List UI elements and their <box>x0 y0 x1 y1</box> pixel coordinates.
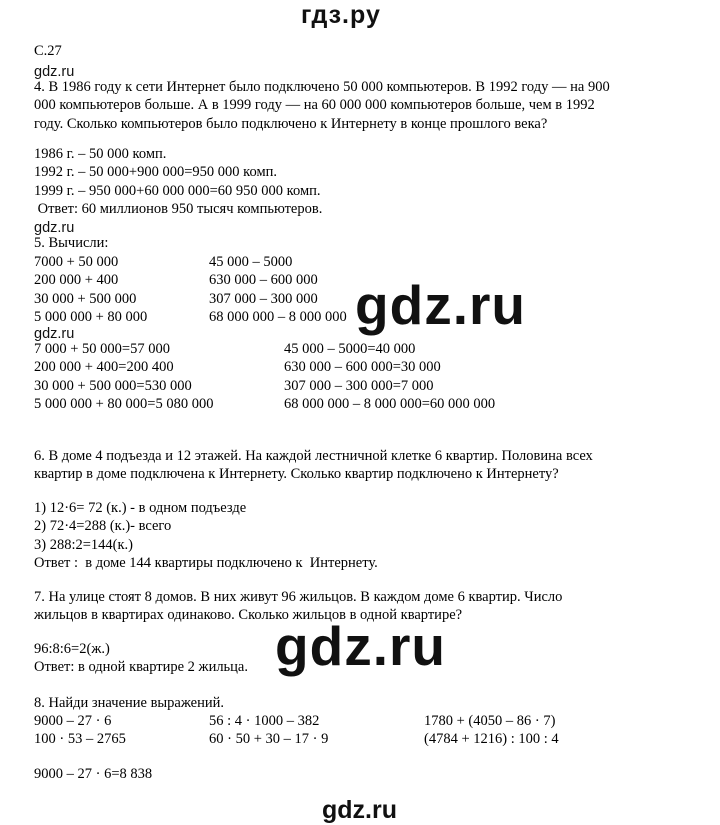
expression: 5 000 000 + 80 000 <box>34 309 148 326</box>
site-footer-logo[interactable]: gdz.ru <box>322 796 397 824</box>
expression: 1780 + (4050 – 86 · 7) <box>424 713 556 729</box>
expression: 45 000 – 5000 <box>209 254 293 270</box>
task8-col2 <box>209 712 328 749</box>
watermark-large: gdz.ru <box>355 274 526 336</box>
task5-title: 5. Вычисли: <box>34 235 109 251</box>
expression: (4784 + 1216) : 100 : 4 <box>424 731 559 748</box>
text-line: квартир в доме подключена к Интернету. Сколько квартир подключено к Интернету? <box>34 466 559 483</box>
text-line: году. Сколько компьютеров было подключено к Интернету в конце прошлого века? <box>34 115 548 132</box>
expression: 200 000 + 400=200 400 <box>34 359 174 376</box>
text-line: Ответ : в доме 144 квартиры подключено к Интернету. <box>34 555 378 572</box>
page-number: С.27 <box>34 43 62 59</box>
text-line: 2) 72·4=288 (к.)- всего <box>34 518 172 535</box>
text-line: Ответ: в одной квартире 2 жильца. <box>34 659 248 676</box>
text-line: 1) 12·6= 72 (к.) - в одном подъезде <box>34 500 247 516</box>
task5-answers-right <box>284 340 495 414</box>
expression: 68 000 000 – 8 000 000 <box>209 309 347 326</box>
task8-col1 <box>34 712 126 749</box>
text-line: жильцов в квартирах одинаково. Сколько жильцов в одной квартире? <box>34 607 463 624</box>
task6-question <box>34 447 593 484</box>
task5-answers-left <box>34 340 213 414</box>
text-line: 4. В 1986 году к сети Интернет было подключено 50 000 компьютеров. В 1992 году — на 900 <box>34 79 610 95</box>
watermark-large: gdz.ru <box>275 615 446 677</box>
text-line: 000 компьютеров больше. А в 1999 году — на 60 000 000 компьютеров больше, чем в 1992 <box>34 97 595 114</box>
task7-solution <box>34 640 248 677</box>
expression: 630 000 – 600 000 <box>209 272 318 289</box>
task5-exercises-right <box>209 253 347 327</box>
text-line: 3) 288:2=144(к.) <box>34 536 133 553</box>
expression: 30 000 + 500 000 <box>34 290 137 307</box>
task5-exercises-left <box>34 253 147 327</box>
expression: 100 · 53 – 2765 <box>34 731 126 748</box>
expression: 56 : 4 · 1000 – 382 <box>209 713 320 729</box>
site-header-logo[interactable]: гдз.ру <box>301 1 381 29</box>
task6-solution <box>34 499 378 573</box>
expression: 60 · 50 + 30 – 17 · 9 <box>209 731 329 748</box>
task4-solution <box>34 145 322 219</box>
task8-col3 <box>424 712 559 749</box>
expression: 307 000 – 300 000 <box>209 290 318 307</box>
text-line: 1999 г. – 950 000+60 000 000=60 950 000 комп. <box>34 182 321 199</box>
watermark-small: gdz.ru <box>34 326 75 342</box>
expression: 7 000 + 50 000=57 000 <box>34 341 170 357</box>
expression: 45 000 – 5000=40 000 <box>284 341 416 357</box>
watermark-small: gdz.ru <box>34 220 75 236</box>
expression: 200 000 + 400 <box>34 272 119 289</box>
text-line: 7. На улице стоят 8 домов. В них живут 96 жильцов. В каждом доме 6 квартир. Число <box>34 589 563 605</box>
text-line: 96:8:6=2(ж.) <box>34 641 110 657</box>
task4-question <box>34 78 610 133</box>
expression: 630 000 – 600 000=30 000 <box>284 359 441 376</box>
expression: 68 000 000 – 8 000 000=60 000 000 <box>284 396 496 413</box>
text-line: 6. В доме 4 подъезда и 12 этажей. На каждой лестничной клетке 6 квартир. Половина всех <box>34 448 593 464</box>
text-line: 1992 г. – 50 000+900 000=950 000 комп. <box>34 164 278 181</box>
expression: 9000 – 27 · 6 <box>34 713 112 729</box>
expression: 30 000 + 500 000=530 000 <box>34 377 192 394</box>
expression: 5 000 000 + 80 000=5 080 000 <box>34 396 214 413</box>
expression: 307 000 – 300 000=7 000 <box>284 377 434 394</box>
text-line: Ответ: 60 миллионов 950 тысяч компьютеров. <box>34 201 323 218</box>
task8-answer: 9000 – 27 · 6=8 838 <box>34 766 153 782</box>
text-line: 1986 г. – 50 000 комп. <box>34 146 167 162</box>
watermark-small: gdz.ru <box>34 64 75 80</box>
expression: 7000 + 50 000 <box>34 254 119 270</box>
task8-title: 8. Найди значение выражений. <box>34 695 225 711</box>
